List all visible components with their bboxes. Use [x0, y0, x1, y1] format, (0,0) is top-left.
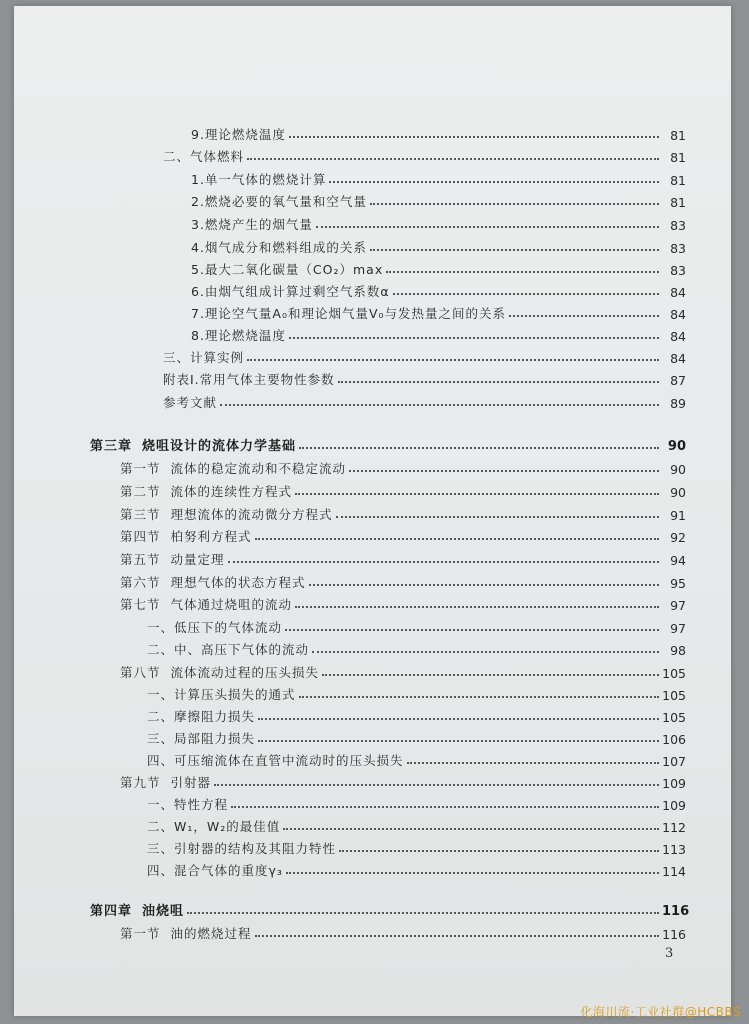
toc-entry-title: 附表Ⅰ.常用气体主要物性参数: [163, 372, 335, 387]
toc-entry-page: 116: [662, 927, 686, 942]
toc-subsection: [147, 636, 686, 658]
section-number: 第二节: [120, 484, 161, 499]
toc-section: [120, 501, 686, 523]
toc-entry-page: 116: [662, 904, 690, 919]
toc-entry-title: 4.烟气成分和燃料组成的关系: [191, 240, 367, 255]
toc-entry: [163, 344, 686, 366]
toc-entry-title: 三、引射器的结构及其阻力特性: [147, 841, 337, 856]
dot-leader: [247, 359, 659, 361]
toc-entry-title: 5.最大二氧化碳量（CO₂）max: [191, 262, 384, 277]
toc-entry-page: 81: [670, 173, 686, 188]
toc-entry-title: 1.单一气体的燃烧计算: [191, 172, 327, 187]
page-number: 3: [665, 946, 674, 961]
toc-entry-page: 90: [667, 439, 686, 454]
toc-entry-page: 84: [670, 285, 686, 300]
toc-entry-page: 84: [670, 351, 686, 366]
dot-leader: [247, 158, 659, 160]
toc-entry-page: 81: [670, 128, 686, 143]
dot-leader: [255, 935, 659, 937]
dot-leader: [258, 740, 659, 742]
toc-entry-page: 97: [670, 598, 686, 613]
toc-entry-title: 二、气体燃料: [163, 149, 245, 164]
toc-subsection: [147, 681, 686, 703]
toc-entry-page: 81: [670, 195, 686, 210]
toc-entry-page: 81: [670, 150, 686, 165]
toc-entry-title: 三、计算实例: [163, 350, 245, 365]
toc-entry: [191, 188, 686, 210]
toc-subsection: [147, 614, 686, 636]
toc-entry-page: 113: [662, 842, 686, 857]
toc-section: [120, 769, 686, 791]
toc-section: [120, 455, 686, 477]
toc-section: [120, 569, 686, 591]
toc-section: [120, 920, 686, 942]
dot-leader: [299, 447, 659, 449]
toc-entry-page: 84: [670, 329, 686, 344]
dot-leader: [289, 337, 659, 339]
toc-section: [120, 478, 686, 500]
dot-leader: [299, 696, 659, 698]
toc-entry-title: 引射器: [170, 775, 212, 790]
toc-entry-title: 一、特性方程: [147, 797, 229, 812]
toc-entry-page: 106: [662, 732, 686, 747]
toc-entry-title: 一、计算压头损失的通式: [147, 687, 296, 702]
toc-entry-title: 油烧咀: [142, 904, 185, 919]
toc-entry-title: 柏努利方程式: [170, 529, 252, 544]
toc-chapter-heading: [90, 432, 686, 454]
toc-entry: [163, 389, 686, 411]
toc-entry-page: 105: [662, 710, 686, 725]
toc-entry-page: 94: [670, 553, 686, 568]
dot-leader: [286, 872, 659, 874]
toc-section: [120, 546, 686, 568]
toc-subsection: [147, 703, 686, 725]
toc-entry-page: 98: [670, 643, 686, 658]
toc-subsection: [147, 835, 686, 857]
dot-leader: [214, 784, 659, 786]
dot-leader: [370, 203, 659, 205]
section-number: 第五节: [120, 552, 161, 567]
toc-entry-title: 流体流动过程的压头损失: [170, 665, 320, 680]
toc-entry-page: 112: [662, 820, 686, 835]
toc-entry-page: 91: [670, 508, 686, 523]
toc-subsection: [147, 857, 686, 879]
toc-entry: [163, 366, 686, 388]
section-number: 第六节: [120, 575, 161, 590]
dot-leader: [187, 912, 659, 914]
toc-entry-page: 89: [670, 396, 686, 411]
toc-entry-page: 90: [670, 485, 686, 500]
toc-entry-title: 7.理论空气量A₀和理论烟气量V₀与发热量之间的关系: [191, 306, 507, 321]
dot-leader: [407, 762, 659, 764]
toc-entry-title: 气体通过烧咀的流动: [170, 597, 293, 612]
toc-entry-page: 105: [662, 688, 686, 703]
section-number: 第一节: [120, 461, 161, 476]
dot-leader: [283, 828, 659, 830]
toc-subsection: [147, 791, 686, 813]
section-number: 第八节: [120, 665, 161, 680]
dot-leader: [336, 516, 659, 518]
dot-leader: [393, 293, 659, 295]
toc-entry-title: 理想气体的状态方程式: [170, 575, 306, 590]
dot-leader: [295, 493, 659, 495]
toc-entry: [191, 322, 686, 344]
toc-section: [120, 591, 686, 613]
dot-leader: [228, 561, 659, 563]
chapter-number: 第四章: [90, 904, 133, 919]
toc-entry: [191, 211, 686, 233]
dot-leader: [295, 606, 659, 608]
toc-entry-title: 8.理论燃烧温度: [191, 328, 286, 343]
dot-leader: [312, 651, 659, 653]
toc-subsection: [147, 747, 686, 769]
toc-entry-title: 一、低压下的气体流动: [147, 620, 283, 635]
toc-entry-page: 83: [670, 218, 686, 233]
toc-entry-title: 四、可压缩流体在直管中流动时的压头损失: [147, 753, 404, 768]
book-page: [14, 6, 731, 1016]
toc-entry: [191, 234, 686, 256]
dot-leader: [289, 136, 659, 138]
toc-entry-page: 97: [670, 621, 686, 636]
toc-section: [120, 523, 686, 545]
toc-entry-title: 四、混合气体的重度γ₃: [147, 863, 283, 878]
toc-entry-page: 95: [670, 576, 686, 591]
dot-leader: [220, 404, 659, 406]
dot-leader: [255, 538, 659, 540]
section-number: 第一节: [120, 926, 161, 941]
toc-entry-page: 109: [662, 776, 686, 791]
dot-leader: [386, 271, 659, 273]
toc-entry: [191, 166, 686, 188]
toc-entry: [163, 143, 686, 165]
toc-entry-title: 二、W₁，W₂的最佳值: [147, 819, 281, 834]
dot-leader: [309, 584, 659, 586]
toc-entry-title: 理想流体的流动微分方程式: [170, 507, 333, 522]
dot-leader: [370, 249, 659, 251]
toc-entry: [191, 300, 686, 322]
toc-entry: [191, 278, 686, 300]
watermark: 化海川流·工业社群@HCBBS: [580, 1005, 741, 1019]
toc-entry-page: 83: [670, 263, 686, 278]
toc-entry-page: 84: [670, 307, 686, 322]
dot-leader: [338, 381, 659, 383]
section-number: 第三节: [120, 507, 161, 522]
table-of-contents: [14, 6, 731, 1016]
dot-leader: [339, 850, 659, 852]
toc-entry-title: 6.由烟气组成计算过剩空气系数α: [191, 284, 390, 299]
toc-subsection: [147, 725, 686, 747]
toc-entry: [191, 256, 686, 278]
toc-entry-title: 2.燃烧必要的氧气量和空气量: [191, 194, 367, 209]
toc-entry-title: 二、摩擦阻力损失: [147, 709, 256, 724]
toc-section: [120, 659, 686, 681]
toc-entry-title: 3.燃烧产生的烟气量: [191, 217, 313, 232]
section-number: 第四节: [120, 529, 161, 544]
dot-leader: [231, 806, 659, 808]
toc-entry-page: 114: [662, 864, 686, 879]
toc-entry-page: 83: [670, 241, 686, 256]
toc-entry-page: 107: [662, 754, 686, 769]
toc-entry-title: 烧咀设计的流体力学基础: [142, 439, 297, 454]
toc-entry-title: 9.理论燃烧温度: [191, 127, 286, 142]
toc-entry-title: 流体的稳定流动和不稳定流动: [170, 461, 347, 476]
toc-entry-page: 109: [662, 798, 686, 813]
dot-leader: [322, 674, 659, 676]
toc-entry-page: 87: [670, 373, 686, 388]
toc-entry-title: 油的燃烧过程: [170, 926, 252, 941]
dot-leader: [329, 181, 659, 183]
section-number: 第九节: [120, 775, 161, 790]
toc-entry-title: 参考文献: [163, 395, 218, 410]
toc-entry-page: 92: [670, 530, 686, 545]
toc-entry: [191, 121, 686, 143]
dot-leader: [258, 718, 659, 720]
toc-entry-title: 三、局部阻力损失: [147, 731, 256, 746]
toc-entry-title: 二、中、高压下气体的流动: [147, 642, 310, 657]
dot-leader: [316, 226, 659, 228]
toc-entry-page: 105: [662, 666, 686, 681]
dot-leader: [349, 470, 659, 472]
toc-entry-title: 动量定理: [170, 552, 225, 567]
dot-leader: [509, 315, 659, 317]
toc-entry-title: 流体的连续性方程式: [170, 484, 293, 499]
toc-entry-page: 90: [670, 462, 686, 477]
section-number: 第七节: [120, 597, 161, 612]
toc-chapter-heading: [90, 897, 690, 919]
dot-leader: [285, 629, 659, 631]
toc-subsection: [147, 813, 686, 835]
chapter-number: 第三章: [90, 439, 133, 454]
